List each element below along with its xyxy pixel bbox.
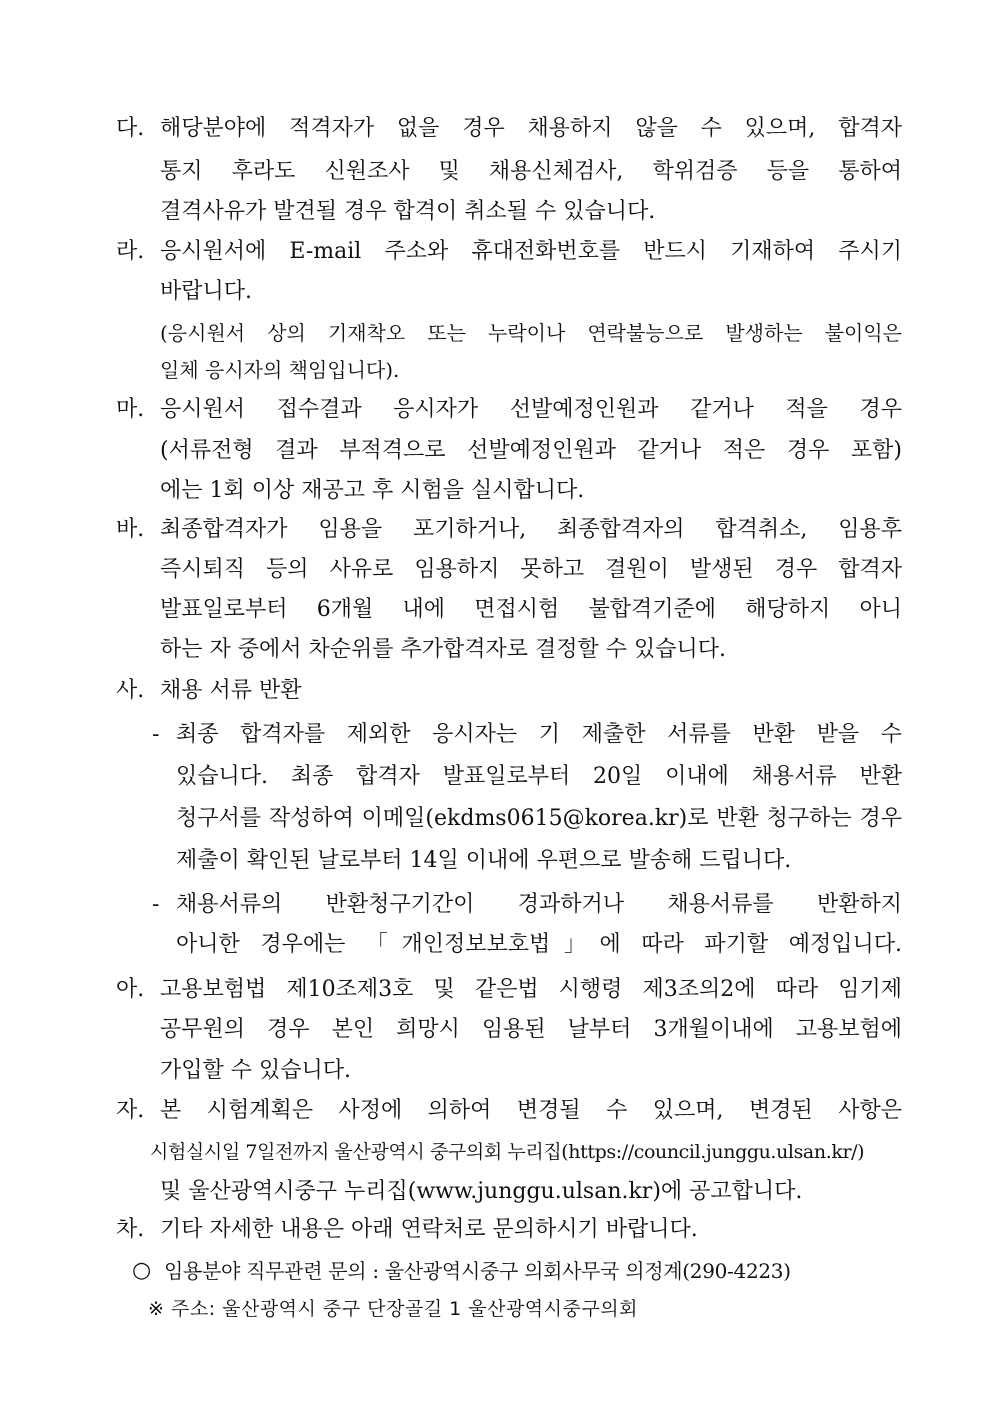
item-ma-line: 에는 1회 이상 재공고 후 시험을 실시합니다.: [160, 478, 585, 503]
item-ja-line: 본 시험계획은 사정에 의하여 변경될 수 있으며, 변경된 사항은: [160, 1098, 902, 1123]
item-a-line: 가입할 수 있습니다.: [160, 1058, 351, 1083]
sa-bullet1-line: 최종 합격자를 제외한 응시자는 기 제출한 서류를 반환 받을 수: [176, 722, 902, 747]
address-note: ※ 주소: 울산광역시 중구 단장골길 1 울산광역시중구의회: [148, 1298, 638, 1320]
item-label-ra: 라.: [116, 239, 145, 264]
item-ba-line: 즉시퇴직 등의 사유로 임용하지 못하고 결원이 발생된 경우 합격자: [160, 557, 902, 582]
item-ba-line: 최종합격자가 임용을 포기하거나, 최종합격자의 합격취소, 임용후: [160, 517, 902, 542]
item-ja-line: 시험실시일 7일전까지 울산광역시 중구의회 누리집(https://council.junggu.ulsan.kr/): [150, 1141, 865, 1163]
item-a-line: 공무원의 경우 본인 희망시 임용된 날부터 3개월이내에 고용보험에: [160, 1017, 902, 1042]
item-da-line: 통지 후라도 신원조사 및 채용신체검사, 학위검증 등을 통하여: [160, 159, 902, 184]
bullet-dash: -: [152, 722, 160, 747]
item-da-line: 해당분야에 적격자가 없을 경우 채용하지 않을 수 있으며, 합격자: [160, 116, 902, 141]
sa-bullet2-line: 채용서류의 반환청구기간이 경과하거나 채용서류를 반환하지: [176, 892, 902, 917]
sa-bullet2-line: 아니한 경우에는 「개인정보보호법」에 따라 파기할 예정입니다.: [176, 932, 902, 957]
item-ma-line: (서류전형 결과 부적격으로 선발예정인원과 같거나 적은 경우 포함): [160, 438, 902, 463]
item-ra-line: 응시원서에 E-mail 주소와 휴대전화번호를 반드시 기재하여 주시기: [160, 239, 902, 264]
item-label-a: 아.: [116, 977, 145, 1002]
item-label-ma: 마.: [116, 397, 145, 422]
item-ra-line: 바랍니다.: [160, 279, 253, 304]
item-label-ba: 바.: [116, 517, 145, 542]
item-label-sa: 사.: [116, 678, 145, 703]
item-ba-line: 하는 자 중에서 차순위를 추가합격자로 결정할 수 있습니다.: [160, 637, 726, 662]
sa-bullet1-line: 제출이 확인된 날로부터 14일 이내에 우편으로 발송해 드립니다.: [176, 848, 792, 873]
bullet-dash: -: [152, 892, 160, 917]
item-ma-line: 응시원서 접수결과 응시자가 선발예정인원과 같거나 적을 경우: [160, 397, 902, 422]
item-label-cha: 차.: [116, 1217, 145, 1242]
circle-bullet-icon: ○: [132, 1258, 152, 1283]
item-sa-title: 채용 서류 반환: [160, 678, 302, 703]
item-ba-line: 발표일로부터 6개월 내에 면접시험 불합격기준에 해당하지 아니: [160, 597, 902, 622]
item-label-ja: 자.: [116, 1098, 145, 1123]
item-da-line: 결격사유가 발견될 경우 합격이 취소될 수 있습니다.: [160, 199, 656, 224]
item-ra-note: (응시원서 상의 기재착오 또는 누락이나 연락불능으로 발생하는 불이익은: [160, 321, 902, 345]
item-ja-line: 및 울산광역시중구 누리집(www.junggu.ulsan.kr)에 공고합니다.: [160, 1179, 803, 1204]
item-a-line: 고용보험법 제10조제3호 및 같은법 시행령 제3조의2에 따라 임기제: [160, 977, 902, 1002]
item-label-da: 다.: [116, 116, 145, 141]
item-ra-note: 일체 응시자의 책임입니다).: [160, 358, 400, 382]
sa-bullet1-line: 있습니다. 최종 합격자 발표일로부터 20일 이내에 채용서류 반환: [176, 764, 902, 789]
item-cha-line: 기타 자세한 내용은 아래 연락처로 문의하시기 바랍니다.: [160, 1217, 698, 1242]
contact-info: 임용분야 직무관련 문의 : 울산광역시중구 의회사무국 의정계(290-4223): [164, 1259, 791, 1283]
sa-bullet1-line: 청구서를 작성하여 이메일(ekdms0615@korea.kr)로 반환 청구하는 경우: [176, 806, 902, 831]
